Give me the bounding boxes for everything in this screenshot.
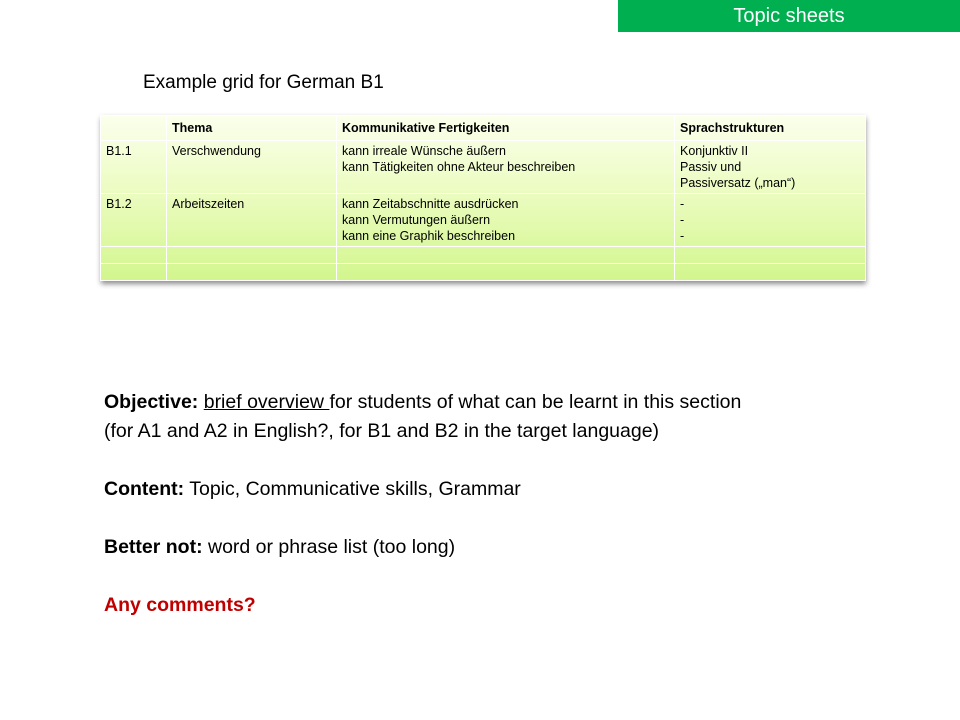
objective-label: Objective: xyxy=(104,391,199,413)
structure-line: Konjunktiv II xyxy=(680,144,749,158)
better-not-label: Better not: xyxy=(104,536,203,558)
structure-line: - xyxy=(680,213,685,227)
structure-line: Passiversatz („man“) xyxy=(680,176,796,190)
skill-line: kann eine Graphik beschreiben xyxy=(342,229,516,243)
header-cell-skills: Kommunikative Fertigkeiten xyxy=(337,116,675,141)
empty-cell xyxy=(337,264,675,281)
structure-line: - xyxy=(680,229,685,243)
row-structures xyxy=(675,194,866,247)
grid-subtitle: Example grid for German B1 xyxy=(143,72,384,93)
empty-cell xyxy=(101,247,167,264)
objective-underlined: brief overview xyxy=(203,391,330,413)
empty-cell xyxy=(337,247,675,264)
badge-label: Topic sheets xyxy=(733,4,845,27)
header-cell-structures: Sprachstrukturen xyxy=(675,116,866,141)
row-code: B1.2 xyxy=(101,194,167,247)
content-label: Content: xyxy=(104,478,185,500)
row-thema: Verschwendung xyxy=(167,141,337,194)
content-text: Topic, Communicative skills, Grammar xyxy=(184,478,521,500)
empty-table-row xyxy=(101,247,866,264)
row-code: B1.1 xyxy=(101,141,167,194)
objective-line-2: (for A1 and A2 in English?, for B1 and B2 in the target language) xyxy=(104,420,660,442)
content-line xyxy=(104,475,904,504)
structure-line: - xyxy=(680,197,685,211)
empty-cell xyxy=(101,264,167,281)
example-grid xyxy=(100,115,865,281)
table-row xyxy=(101,194,866,247)
topic-sheets-badge xyxy=(618,0,960,32)
table-row xyxy=(101,141,866,194)
slide-body xyxy=(104,388,904,620)
objective-text: for students of what can be learnt in this section xyxy=(329,391,742,413)
better-not-line xyxy=(104,533,904,562)
skill-line: kann irreale Wünsche äußern xyxy=(342,144,506,158)
empty-cell xyxy=(167,247,337,264)
table-header-row xyxy=(101,116,866,141)
header-cell-code xyxy=(101,116,167,141)
row-skills xyxy=(337,141,675,194)
empty-table-row xyxy=(101,264,866,281)
structure-line: Passiv und xyxy=(680,160,742,174)
empty-cell xyxy=(167,264,337,281)
skill-line: kann Zeitabschnitte ausdrücken xyxy=(342,197,519,211)
skill-line: kann Tätigkeiten ohne Akteur beschreiben xyxy=(342,160,576,174)
header-cell-thema: Thema xyxy=(167,116,337,141)
empty-cell xyxy=(675,264,866,281)
better-not-text: word or phrase list (too long) xyxy=(202,536,456,558)
row-skills xyxy=(337,194,675,247)
empty-cell xyxy=(675,247,866,264)
any-comments-text: Any comments? xyxy=(104,594,256,616)
skill-line: kann Vermutungen äußern xyxy=(342,213,491,227)
row-structures xyxy=(675,141,866,194)
row-thema: Arbeitszeiten xyxy=(167,194,337,247)
objective-line-1 xyxy=(104,388,904,417)
example-grid-table xyxy=(100,115,866,281)
